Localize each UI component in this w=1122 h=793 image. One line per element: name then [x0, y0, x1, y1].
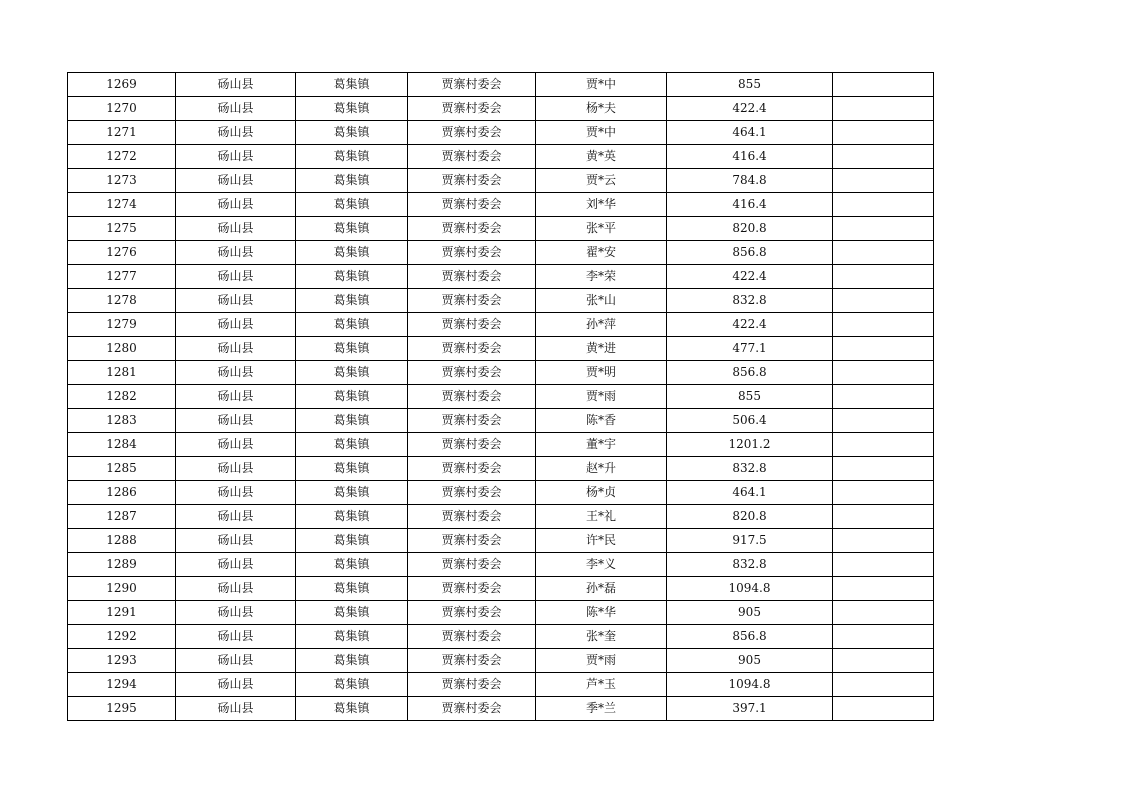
town-cell: 葛集镇: [296, 673, 408, 697]
remarks-cell: [833, 649, 934, 673]
village-committee-cell: 贾寨村委会: [408, 457, 536, 481]
row-number-cell: 1275: [68, 217, 176, 241]
remarks-cell: [833, 553, 934, 577]
town-cell: 葛集镇: [296, 241, 408, 265]
county-cell: 砀山县: [176, 649, 296, 673]
town-cell: 葛集镇: [296, 529, 408, 553]
remarks-cell: [833, 481, 934, 505]
county-cell: 砀山县: [176, 97, 296, 121]
table-row: [68, 193, 934, 217]
table-row: [68, 241, 934, 265]
county-cell: 砀山县: [176, 313, 296, 337]
town-cell: 葛集镇: [296, 433, 408, 457]
row-number-cell: 1285: [68, 457, 176, 481]
village-committee-cell: 贾寨村委会: [408, 481, 536, 505]
remarks-cell: [833, 625, 934, 649]
village-committee-cell: 贾寨村委会: [408, 433, 536, 457]
amount-cell: 506.4: [667, 409, 833, 433]
amount-cell: 464.1: [667, 121, 833, 145]
person-name-cell: 黄*进: [536, 337, 667, 361]
person-name-cell: 赵*升: [536, 457, 667, 481]
village-committee-cell: 贾寨村委会: [408, 601, 536, 625]
table-row: [68, 97, 934, 121]
amount-cell: 422.4: [667, 313, 833, 337]
town-cell: 葛集镇: [296, 577, 408, 601]
payment-table: [67, 72, 934, 721]
person-name-cell: 许*民: [536, 529, 667, 553]
person-name-cell: 黄*英: [536, 145, 667, 169]
village-committee-cell: 贾寨村委会: [408, 241, 536, 265]
amount-cell: 416.4: [667, 145, 833, 169]
amount-cell: 820.8: [667, 505, 833, 529]
village-committee-cell: 贾寨村委会: [408, 697, 536, 721]
row-number-cell: 1274: [68, 193, 176, 217]
table-row: [68, 217, 934, 241]
table-row: [68, 553, 934, 577]
amount-cell: 856.8: [667, 361, 833, 385]
amount-cell: 1201.2: [667, 433, 833, 457]
county-cell: 砀山县: [176, 505, 296, 529]
town-cell: 葛集镇: [296, 481, 408, 505]
town-cell: 葛集镇: [296, 649, 408, 673]
row-number-cell: 1277: [68, 265, 176, 289]
row-number-cell: 1291: [68, 601, 176, 625]
row-number-cell: 1281: [68, 361, 176, 385]
amount-cell: 855: [667, 385, 833, 409]
village-committee-cell: 贾寨村委会: [408, 169, 536, 193]
county-cell: 砀山县: [176, 241, 296, 265]
village-committee-cell: 贾寨村委会: [408, 289, 536, 313]
person-name-cell: 张*奎: [536, 625, 667, 649]
table-row: [68, 577, 934, 601]
town-cell: 葛集镇: [296, 505, 408, 529]
row-number-cell: 1273: [68, 169, 176, 193]
person-name-cell: 董*宇: [536, 433, 667, 457]
amount-cell: 422.4: [667, 97, 833, 121]
person-name-cell: 贾*中: [536, 73, 667, 97]
remarks-cell: [833, 505, 934, 529]
person-name-cell: 贾*云: [536, 169, 667, 193]
person-name-cell: 贾*雨: [536, 385, 667, 409]
person-name-cell: 孙*萍: [536, 313, 667, 337]
person-name-cell: 陈*香: [536, 409, 667, 433]
row-number-cell: 1292: [68, 625, 176, 649]
table-row: [68, 265, 934, 289]
village-committee-cell: 贾寨村委会: [408, 505, 536, 529]
county-cell: 砀山县: [176, 289, 296, 313]
amount-cell: 464.1: [667, 481, 833, 505]
table-row: [68, 169, 934, 193]
person-name-cell: 贾*雨: [536, 649, 667, 673]
amount-cell: 917.5: [667, 529, 833, 553]
village-committee-cell: 贾寨村委会: [408, 577, 536, 601]
town-cell: 葛集镇: [296, 217, 408, 241]
remarks-cell: [833, 457, 934, 481]
county-cell: 砀山县: [176, 409, 296, 433]
town-cell: 葛集镇: [296, 289, 408, 313]
remarks-cell: [833, 289, 934, 313]
row-number-cell: 1294: [68, 673, 176, 697]
town-cell: 葛集镇: [296, 145, 408, 169]
amount-cell: 397.1: [667, 697, 833, 721]
town-cell: 葛集镇: [296, 553, 408, 577]
town-cell: 葛集镇: [296, 313, 408, 337]
row-number-cell: 1282: [68, 385, 176, 409]
village-committee-cell: 贾寨村委会: [408, 73, 536, 97]
county-cell: 砀山县: [176, 385, 296, 409]
remarks-cell: [833, 169, 934, 193]
village-committee-cell: 贾寨村委会: [408, 193, 536, 217]
amount-cell: 832.8: [667, 289, 833, 313]
amount-cell: 856.8: [667, 241, 833, 265]
person-name-cell: 翟*安: [536, 241, 667, 265]
row-number-cell: 1289: [68, 553, 176, 577]
row-number-cell: 1279: [68, 313, 176, 337]
town-cell: 葛集镇: [296, 97, 408, 121]
person-name-cell: 贾*明: [536, 361, 667, 385]
county-cell: 砀山县: [176, 577, 296, 601]
table-row: [68, 313, 934, 337]
row-number-cell: 1278: [68, 289, 176, 313]
row-number-cell: 1283: [68, 409, 176, 433]
amount-cell: 820.8: [667, 217, 833, 241]
county-cell: 砀山县: [176, 361, 296, 385]
remarks-cell: [833, 673, 934, 697]
row-number-cell: 1287: [68, 505, 176, 529]
row-number-cell: 1295: [68, 697, 176, 721]
remarks-cell: [833, 241, 934, 265]
village-committee-cell: 贾寨村委会: [408, 625, 536, 649]
town-cell: 葛集镇: [296, 265, 408, 289]
person-name-cell: 张*山: [536, 289, 667, 313]
table-row: [68, 457, 934, 481]
remarks-cell: [833, 97, 934, 121]
county-cell: 砀山县: [176, 169, 296, 193]
town-cell: 葛集镇: [296, 697, 408, 721]
village-committee-cell: 贾寨村委会: [408, 553, 536, 577]
remarks-cell: [833, 265, 934, 289]
village-committee-cell: 贾寨村委会: [408, 313, 536, 337]
table-row: [68, 409, 934, 433]
county-cell: 砀山县: [176, 457, 296, 481]
village-committee-cell: 贾寨村委会: [408, 121, 536, 145]
remarks-cell: [833, 193, 934, 217]
county-cell: 砀山县: [176, 217, 296, 241]
remarks-cell: [833, 385, 934, 409]
remarks-cell: [833, 697, 934, 721]
person-name-cell: 贾*中: [536, 121, 667, 145]
remarks-cell: [833, 121, 934, 145]
county-cell: 砀山县: [176, 601, 296, 625]
village-committee-cell: 贾寨村委会: [408, 97, 536, 121]
town-cell: 葛集镇: [296, 409, 408, 433]
amount-cell: 416.4: [667, 193, 833, 217]
remarks-cell: [833, 313, 934, 337]
town-cell: 葛集镇: [296, 73, 408, 97]
person-name-cell: 芦*玉: [536, 673, 667, 697]
remarks-cell: [833, 577, 934, 601]
table-row: [68, 673, 934, 697]
remarks-cell: [833, 145, 934, 169]
table-row: [68, 481, 934, 505]
county-cell: 砀山县: [176, 481, 296, 505]
village-committee-cell: 贾寨村委会: [408, 409, 536, 433]
county-cell: 砀山县: [176, 145, 296, 169]
village-committee-cell: 贾寨村委会: [408, 385, 536, 409]
table-row: [68, 649, 934, 673]
village-committee-cell: 贾寨村委会: [408, 265, 536, 289]
village-committee-cell: 贾寨村委会: [408, 145, 536, 169]
person-name-cell: 季*兰: [536, 697, 667, 721]
village-committee-cell: 贾寨村委会: [408, 217, 536, 241]
town-cell: 葛集镇: [296, 169, 408, 193]
county-cell: 砀山县: [176, 73, 296, 97]
county-cell: 砀山县: [176, 265, 296, 289]
person-name-cell: 杨*夫: [536, 97, 667, 121]
county-cell: 砀山县: [176, 193, 296, 217]
row-number-cell: 1288: [68, 529, 176, 553]
county-cell: 砀山县: [176, 337, 296, 361]
person-name-cell: 陈*华: [536, 601, 667, 625]
person-name-cell: 杨*贞: [536, 481, 667, 505]
person-name-cell: 李*荣: [536, 265, 667, 289]
amount-cell: 856.8: [667, 625, 833, 649]
remarks-cell: [833, 601, 934, 625]
remarks-cell: [833, 409, 934, 433]
remarks-cell: [833, 217, 934, 241]
county-cell: 砀山县: [176, 433, 296, 457]
county-cell: 砀山县: [176, 673, 296, 697]
town-cell: 葛集镇: [296, 193, 408, 217]
county-cell: 砀山县: [176, 121, 296, 145]
person-name-cell: 李*义: [536, 553, 667, 577]
table-row: [68, 625, 934, 649]
amount-cell: 832.8: [667, 457, 833, 481]
row-number-cell: 1272: [68, 145, 176, 169]
remarks-cell: [833, 361, 934, 385]
person-name-cell: 张*平: [536, 217, 667, 241]
amount-cell: 1094.8: [667, 673, 833, 697]
amount-cell: 905: [667, 649, 833, 673]
remarks-cell: [833, 337, 934, 361]
town-cell: 葛集镇: [296, 121, 408, 145]
county-cell: 砀山县: [176, 697, 296, 721]
remarks-cell: [833, 433, 934, 457]
town-cell: 葛集镇: [296, 457, 408, 481]
row-number-cell: 1284: [68, 433, 176, 457]
village-committee-cell: 贾寨村委会: [408, 673, 536, 697]
table-row: [68, 529, 934, 553]
amount-cell: 832.8: [667, 553, 833, 577]
person-name-cell: 孙*磊: [536, 577, 667, 601]
remarks-cell: [833, 73, 934, 97]
row-number-cell: 1290: [68, 577, 176, 601]
amount-cell: 784.8: [667, 169, 833, 193]
village-committee-cell: 贾寨村委会: [408, 649, 536, 673]
row-number-cell: 1280: [68, 337, 176, 361]
table-row: [68, 121, 934, 145]
row-number-cell: 1269: [68, 73, 176, 97]
table-row: [68, 145, 934, 169]
village-committee-cell: 贾寨村委会: [408, 337, 536, 361]
amount-cell: 1094.8: [667, 577, 833, 601]
row-number-cell: 1270: [68, 97, 176, 121]
amount-cell: 422.4: [667, 265, 833, 289]
remarks-cell: [833, 529, 934, 553]
village-committee-cell: 贾寨村委会: [408, 529, 536, 553]
person-name-cell: 王*礼: [536, 505, 667, 529]
table-body: [68, 73, 934, 721]
table-row: [68, 73, 934, 97]
town-cell: 葛集镇: [296, 385, 408, 409]
table-row: [68, 385, 934, 409]
county-cell: 砀山县: [176, 529, 296, 553]
table-row: [68, 697, 934, 721]
county-cell: 砀山县: [176, 553, 296, 577]
table-row: [68, 289, 934, 313]
table-row: [68, 433, 934, 457]
table-row: [68, 361, 934, 385]
row-number-cell: 1293: [68, 649, 176, 673]
town-cell: 葛集镇: [296, 337, 408, 361]
row-number-cell: 1286: [68, 481, 176, 505]
amount-cell: 477.1: [667, 337, 833, 361]
table-row: [68, 601, 934, 625]
person-name-cell: 刘*华: [536, 193, 667, 217]
county-cell: 砀山县: [176, 625, 296, 649]
row-number-cell: 1271: [68, 121, 176, 145]
table-row: [68, 505, 934, 529]
town-cell: 葛集镇: [296, 625, 408, 649]
row-number-cell: 1276: [68, 241, 176, 265]
town-cell: 葛集镇: [296, 601, 408, 625]
town-cell: 葛集镇: [296, 361, 408, 385]
table-row: [68, 337, 934, 361]
village-committee-cell: 贾寨村委会: [408, 361, 536, 385]
amount-cell: 855: [667, 73, 833, 97]
amount-cell: 905: [667, 601, 833, 625]
